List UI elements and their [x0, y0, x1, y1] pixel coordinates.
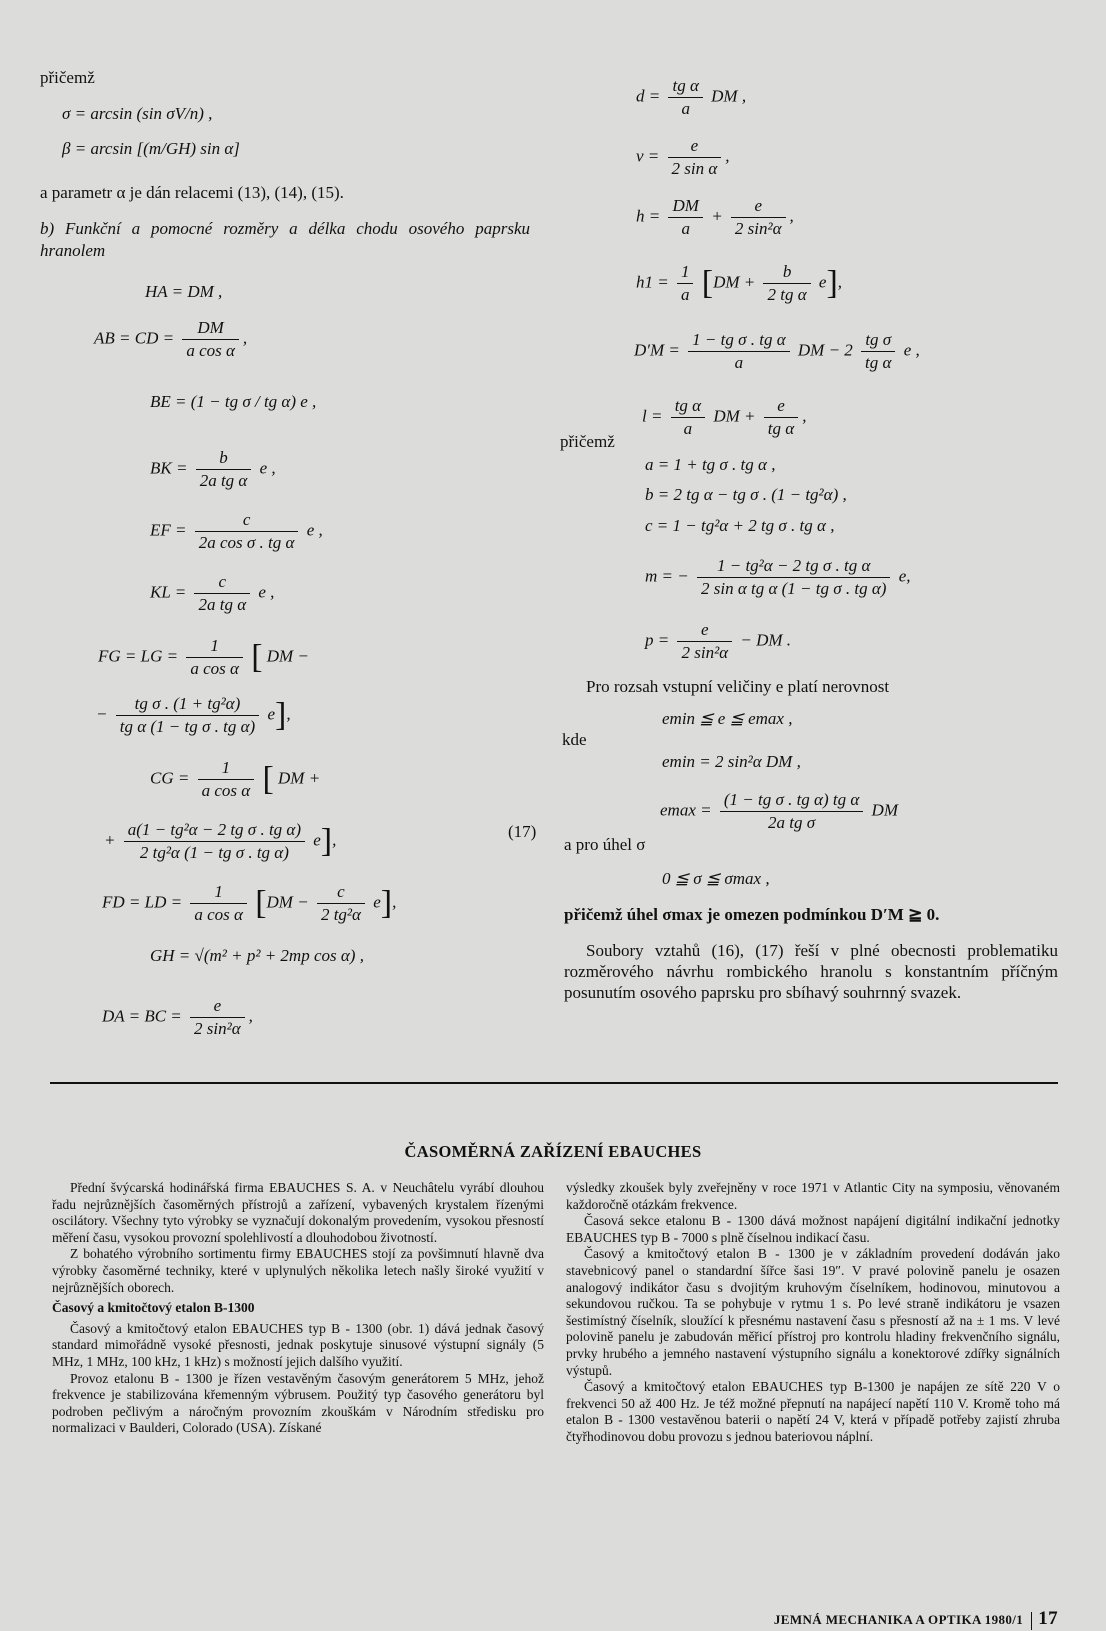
h1-equation: h1 = $\frac{1}{a}$ [DM + $\frac{b}{\text{2 tg α}}$ e], — [636, 262, 843, 304]
fraction-denominator: tg α — [865, 353, 892, 372]
fraction-numerator: tg α — [671, 396, 705, 418]
fraction-numerator: e — [764, 396, 798, 418]
fraction-numerator: c — [317, 882, 365, 904]
fraction-numerator: DM — [182, 318, 239, 340]
fd-lhs: FD = LD = — [102, 892, 183, 912]
fraction-numerator: 1 − tg σ . tg α — [688, 330, 789, 352]
h-equation: h = $\frac{DM}{a}$ + $\frac{e}{\text{2 sin²α}}$ , — [636, 196, 794, 238]
fraction-denominator: a cos α — [186, 341, 235, 360]
h1-inner-fraction — [763, 262, 810, 305]
angle-text: a pro úhel σ — [564, 835, 646, 854]
ha-equation: HA = DM , — [145, 282, 223, 301]
article-paragraph: Přední švýcarská hodinářská firma EBAUCHES S. A. v Neuchâtelu vyrábí dlouhou řadu nejrůznějších časoměrných přístrojů a zařízení, vybavených krystalem řízenými oscilátory. Všechny tyto výrobky se vyznačují dokonalým provedením, vysokou přesností měření času, vysokou provozní spolehlivostí a dlouhodobou životností. — [52, 1180, 544, 1245]
fraction-numerator: 1 — [677, 262, 694, 284]
fraction-numerator: b — [763, 262, 810, 284]
emax-equation: emax = $\frac{\text{(1 − tg σ . tg α) tg α}}{\text{2a tg σ}}$ DM — [660, 790, 898, 832]
section-b-title: b) Funkční a pomocné rozměry a délka chodu osového paprsku hranolem — [40, 219, 530, 260]
fraction-numerator: DM — [668, 196, 702, 218]
article-paragraph: výsledky zkoušek byly zveřejněny v roce 1971 v Atlantic City na symposiu, věnovaném každoročně otázkám frekvence. — [566, 1180, 1060, 1212]
article-paragraph: Časový a kmitočtový etalon EBAUCHES typ B - 1300 (obr. 1) dává jednak časový standard mimořádně vysoké přesnosti, jednak poskytuje sinusové výstupní signály (5 MHz, 1 MHz, 100 kHz, 1 kHz) s možností jejich dalšího využití. — [52, 1320, 544, 1369]
h1-fraction — [677, 262, 694, 305]
d-lhs: d = — [636, 86, 661, 106]
page-number: 17 — [1038, 1608, 1058, 1629]
be-equation: BE = (1 − tg σ / tg α) e , — [150, 392, 317, 411]
sigma-equation: σ = arcsin (sin σV/n) , — [62, 104, 213, 123]
fraction-numerator: e — [190, 996, 245, 1018]
right-bracket: ] — [320, 822, 333, 860]
emin-equation: emin = 2 sin²α DM , — [662, 752, 801, 771]
fraction-denominator: a cos α — [201, 781, 251, 800]
p-fraction — [677, 620, 732, 663]
fraction-numerator: (1 − tg σ . tg α) tg α — [720, 790, 863, 812]
m-fraction — [697, 556, 890, 599]
left-bracket: [ — [251, 638, 263, 676]
p-tail: − DM . — [740, 630, 792, 650]
article-paragraph: Časový a kmitočtový etalon EBAUCHES typ B-1300 je napájen ze sítě 220 V o frekvenci 50 až 400 Hz. Je též možné přepnutí na napájecí napětí 110 V. Kromě toho má etalon B - 1300 vestavěnou baterii o napětí 24 V, která v případě potřeby zajistí zhruba čtyřhodinovou dobu provozu s jednou bateriovou náplní. — [566, 1379, 1060, 1444]
dm-fraction-2 — [861, 330, 895, 373]
fg-lg-continuation: − $\frac{\text{tg σ . (1 + tg²α)}}{\text{tg α (1 − tg σ . tg α)}}$ e], — [96, 694, 291, 736]
condition-text: přičemž úhel σmax je omezen podmínkou D′M ≧ 0. — [564, 905, 940, 924]
fraction-denominator: 2 tg α — [767, 285, 807, 304]
article-paragraph: Časová sekce etalonu B - 1300 dává možnost napájení digitální indikační jednotky EBAUCHES typ B - 7000 s plně číselnou indikací času. — [566, 1213, 1060, 1245]
fraction-denominator: a — [680, 285, 690, 304]
range-text: Pro rozsah vstupní veličiny e platí nerovnost — [586, 677, 890, 696]
fraction-numerator: c — [194, 572, 250, 594]
article-paragraph: Provoz etalonu B - 1300 je řízen vestavěným časovým generátorem 5 MHz, jehož frekvence je stabilizována křemenným výbrusem. Použitý typ časového generátoru byl podroben pečlivým a náročným provozním zkouškám v Národním středisku pro normalizaci v Baulderi, Colorado (USA). Získané — [52, 1370, 544, 1436]
fraction-denominator: 2 sin α — [671, 159, 718, 178]
cg-lhs: CG = — [150, 768, 190, 788]
fd-fraction — [190, 882, 247, 925]
kl-lhs: KL = — [150, 582, 187, 602]
equation-number: (17) — [508, 822, 537, 841]
fraction-numerator: tg σ — [861, 330, 895, 352]
fraction-numerator: 1 — [186, 636, 243, 658]
b-equation: b = 2 tg α − tg σ . (1 − tg²α) , — [645, 485, 847, 504]
article-title: ČASOMĚRNÁ ZAŘÍZENÍ EBAUCHES — [404, 1142, 702, 1161]
fraction-denominator: 2a tg σ — [768, 813, 816, 832]
d-tail: DM , — [711, 86, 747, 106]
fraction-denominator: a — [683, 419, 693, 438]
fraction-numerator: b — [196, 448, 252, 470]
fraction-denominator: 2a tg α — [198, 595, 247, 614]
fg2-fraction — [116, 694, 259, 737]
l-fraction — [671, 396, 705, 439]
p-equation — [645, 620, 791, 663]
l-lhs: l = — [642, 406, 663, 426]
fraction-numerator: e — [731, 196, 786, 218]
cg-tail: DM + — [278, 768, 321, 788]
fraction-numerator: 1 − tg²α − 2 tg σ . tg α — [697, 556, 890, 578]
h-lhs: h = — [636, 206, 661, 226]
h-fraction-1 — [668, 196, 702, 239]
article-paragraph: Časový a kmitočtový etalon B - 1300 je v základním provedení dodáván jako stavebnicový panel o standardní šířce šasi 19″. V pravé polovině panelu je osazen analogový indikátor času s dvojitým kruhovým číselníkem, hodinovou, minutovou a sekundovou ručkou. Ta se pohybuje v rytmu 1 s. Po levé straně indikátoru je vsazen šestimístný číselník, sloužící k přesnému nastavení času s přesností až na ± 1 ms. V levé polovině panelu je zabudován měřicí přístroj pro kontrolu hladiny frekvenčního signálu, prvky hrubého a jemného nastavení výstupního signálu a konektorové zdířky signálních výstupů. — [566, 1246, 1060, 1378]
da-bc-equation: DA = BC = $\frac{e}{\text{2 sin²α}}$ , — [102, 996, 253, 1038]
fraction-numerator: tg α — [668, 76, 702, 98]
left-bracket: [ — [701, 264, 714, 302]
left-bracket: [ — [262, 760, 274, 798]
a-equation: a = 1 + tg σ . tg α , — [645, 455, 776, 474]
fraction-numerator: a(1 − tg²α − 2 tg σ . tg α) — [124, 820, 305, 842]
ab-cd-equation: AB = CD = $\frac{DM}{\text{a cos α}}$ , — [94, 318, 248, 360]
c-equation: c = 1 − tg²α + 2 tg σ . tg α , — [645, 516, 835, 535]
journal-name: JEMNÁ MECHANIKA A OPTIKA 1980/1 — [773, 1612, 1024, 1627]
article-right-column — [566, 1180, 1060, 1446]
ef-fraction — [195, 510, 299, 553]
fraction-numerator: e — [668, 136, 722, 158]
fraction-numerator: c — [195, 510, 299, 532]
fraction-denominator: tg α — [767, 419, 795, 438]
cg2-fraction — [124, 820, 305, 863]
kl-equation: KL = $\frac{c}{\text{2a tg α}}$ e , — [150, 572, 275, 614]
right-bracket: ] — [274, 696, 287, 734]
l-equation: l = $\frac{\text{tg α}}{a}$ DM + $\frac{e}{\text{tg α}}$ , — [642, 396, 807, 438]
fd-inner-fraction — [317, 882, 365, 925]
da-fraction — [190, 996, 245, 1039]
fraction-denominator: 2 sin²α — [194, 1019, 241, 1038]
parameter-text: a parametr α je dán relacemi (13), (14), (15). — [40, 183, 344, 202]
fraction-denominator: a — [681, 219, 690, 238]
kde-label: kde — [562, 730, 587, 749]
fg-fraction — [186, 636, 243, 679]
beta-equation: β = arcsin [(m/GH) sin α] — [62, 139, 240, 158]
d-equation — [636, 76, 746, 119]
fg-lhs: FG = LG = — [98, 646, 179, 666]
v-equation: v = $\frac{e}{\text{2 sin α}}$ , — [636, 136, 730, 178]
fraction-denominator: 2 tg²α — [320, 905, 361, 924]
ab-cd-lhs: AB = CD = — [94, 328, 175, 348]
h-fraction-2 — [731, 196, 786, 239]
m-equation: m = − $\frac{\text{1 − tg²α − 2 tg σ . tg α}}{\text{2 sin α tg α (1 − tg σ . tg α)}}$ e, — [645, 556, 911, 598]
bk-equation: BK = $\frac{b}{\text{2a tg α}}$ e , — [150, 448, 276, 490]
bk-lhs: BK = — [150, 458, 188, 478]
conclusion-paragraph: Soubory vztahů (16), (17) řeší v plné obecnosti problematiku rozměrového návrhu rombického hranolu s konstantním příčným posunutím osového paprsku pro sbíhavý souhrnný svazek. — [564, 941, 1058, 1002]
emax-fraction — [720, 790, 863, 833]
right-bracket: ] — [826, 264, 838, 302]
left-bracket: [ — [255, 884, 267, 922]
h1-inner: DM + — [713, 272, 756, 292]
da-lhs: DA = BC = — [102, 1006, 182, 1026]
fraction-denominator: 2a tg α — [199, 471, 248, 490]
fraction-denominator: 2 sin²α — [734, 219, 782, 238]
footer-separator — [1031, 1612, 1032, 1630]
h1-lhs: h1 = — [636, 272, 669, 292]
fraction-denominator: a — [681, 99, 690, 118]
fraction-denominator: a cos α — [194, 905, 243, 924]
section-divider — [50, 1082, 1058, 1084]
l-mid: DM + — [713, 406, 756, 426]
dm-lhs: D′M = — [634, 340, 680, 360]
right-bracket: ] — [380, 884, 393, 922]
fraction-denominator: 2a cos σ . tg α — [198, 533, 295, 552]
pricemz-label-right: přičemž — [560, 432, 615, 451]
v-lhs: v = — [636, 146, 660, 166]
cg-fraction — [198, 758, 255, 801]
cg-equation — [150, 758, 320, 801]
fraction-numerator: e — [677, 620, 732, 642]
fraction-numerator: 1 — [190, 882, 247, 904]
emin-emax-inequality: emin ≦ e ≦ emax , — [662, 709, 793, 728]
fraction-denominator: tg α (1 − tg σ . tg α) — [119, 717, 256, 736]
fraction-denominator: 2 sin α tg α (1 − tg σ . tg α) — [700, 579, 887, 598]
fraction-denominator: a — [734, 353, 744, 372]
fraction-numerator: 1 — [198, 758, 255, 780]
p-lhs: p = — [645, 630, 670, 650]
emax-lhs: emax = — [660, 800, 712, 820]
dm-mid: DM − 2 — [797, 340, 853, 360]
m-lhs: m = − — [645, 566, 689, 586]
fraction-denominator: a cos α — [190, 659, 239, 678]
dm-prime-equation: D′M = $\frac{\text{1 − tg σ . tg α}}{a}$ DM − 2 $\frac{\text{tg σ}}{\text{tg α}}$ e , — [634, 330, 920, 372]
pricemz-label: přičemž — [40, 68, 95, 87]
article-paragraph: Z bohatého výrobního sortimentu firmy EBAUCHES stojí za povšimnutí hlavně dva výrobky časoměrné techniky, které v uplynulých několika letech našly široké využití v nejrůznějších oborech. — [52, 1246, 544, 1295]
fg-lg-equation — [98, 636, 309, 679]
dm-fraction — [688, 330, 789, 373]
fd-ld-equation: FD = LD = $\frac{1}{\text{a cos α}}$ [DM − $\frac{c}{\text{2 tg²α}}$ e], — [102, 882, 397, 924]
kl-fraction — [194, 572, 250, 615]
l-fraction-2 — [764, 396, 798, 439]
page-footer — [774, 1608, 1058, 1630]
v-fraction — [668, 136, 722, 179]
ef-lhs: EF = — [150, 520, 187, 540]
cg-continuation: + $\frac{\text{a(1 − tg²α − 2 tg σ . tg α)}}{\text{2 tg²α (1 − tg σ . tg α)}}$ e], — [104, 820, 337, 862]
sigma-range: 0 ≦ σ ≦ σmax , — [662, 869, 770, 888]
gh-equation: GH = √(m² + p² + 2mp cos α) , — [150, 946, 364, 965]
article-left-column — [52, 1180, 544, 1437]
bk-fraction — [196, 448, 252, 491]
ef-equation: EF = $\frac{c}{\text{2a cos σ . tg α}}$ e , — [150, 510, 323, 552]
article-subheading: Časový a kmitočtový etalon B-1300 — [52, 1300, 255, 1316]
ab-cd-fraction — [182, 318, 239, 361]
d-fraction — [668, 76, 702, 119]
fraction-denominator: 2 sin²α — [681, 643, 729, 662]
fg-tail: DM − — [266, 646, 309, 666]
fraction-denominator: 2 tg²α (1 − tg σ . tg α) — [139, 843, 289, 862]
fraction-numerator: tg σ . (1 + tg²α) — [116, 694, 259, 716]
